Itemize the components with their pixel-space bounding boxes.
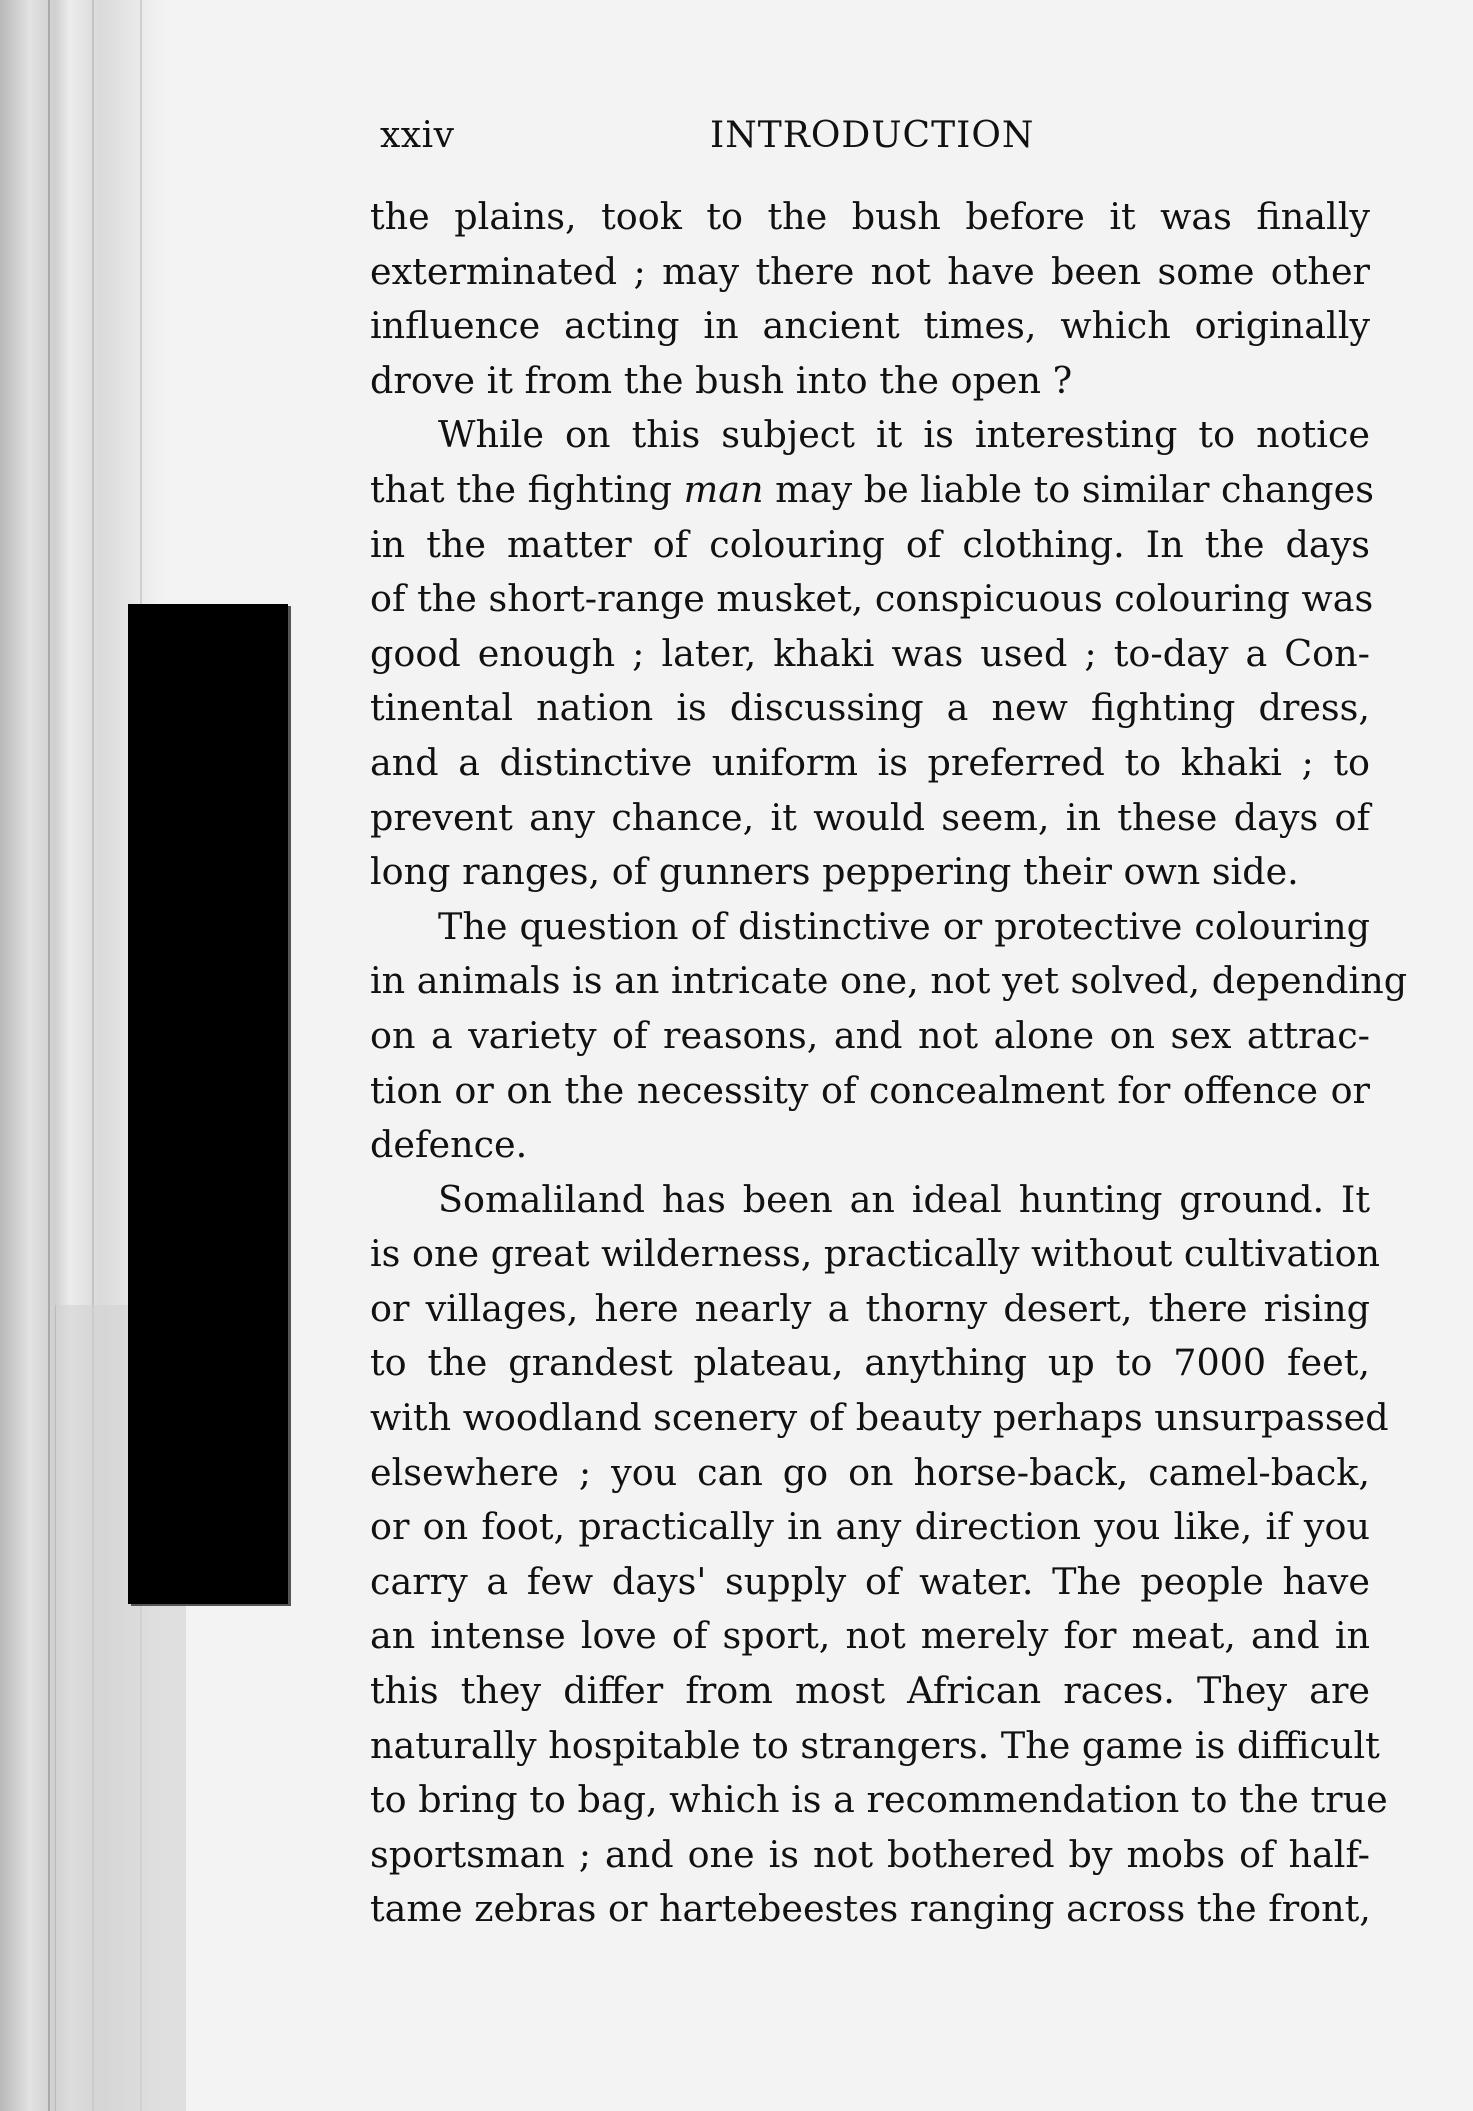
text-line: defence. (370, 1123, 528, 1167)
text-line: naturally hospitable to strangers. The game is difficult (370, 1723, 1380, 1767)
text-line: this they differ from most African races. They are (370, 1669, 1370, 1713)
text-line: on a variety of reasons, and not alone on sex attrac- (370, 1013, 1370, 1057)
text-line: Somaliland has been an ideal hunting ground. It (438, 1177, 1370, 1221)
text-line: elsewhere ; you can go on horse-back, camel-back, (370, 1450, 1370, 1494)
text-line: sportsman ; and one is not bothered by mobs of half- (370, 1832, 1370, 1876)
text-line: The question of distinctive or protective colouring (438, 904, 1370, 948)
text-line: tinental nation is discussing a new fighting dress, (370, 686, 1370, 730)
text-line: influence acting in ancient times, which originally (370, 304, 1370, 348)
text-line: tame zebras or hartebeestes ranging across the front, (370, 1887, 1371, 1931)
body-text (370, 190, 1408, 1937)
text-line: to the grandest plateau, anything up to 7000 feet, (370, 1341, 1370, 1385)
text-line: to bring to bag, which is a recommendation to the true (370, 1778, 1388, 1822)
text-line: is one great wilderness, practically without cultivation (370, 1232, 1381, 1276)
italic-word: man (683, 467, 764, 511)
text-line: or villages, here nearly a thorny desert, there rising (370, 1286, 1370, 1330)
page-number: xxiv (380, 115, 455, 156)
text-line: with woodland scenery of beauty perhaps unsurpassed (370, 1396, 1389, 1440)
text-span: may be liable to similar changes (763, 467, 1374, 511)
text-line: carry a few days' supply of water. The people have (370, 1559, 1370, 1603)
running-head (380, 115, 1365, 175)
text-line: in animals is an intricate one, not yet solved, depending (370, 959, 1408, 1003)
text-line: or on foot, practically in any direction you like, if you (370, 1505, 1370, 1549)
text-line: of the short-range musket, conspicuous colouring was (370, 577, 1374, 621)
page-title: INTRODUCTION (710, 115, 1035, 156)
page-edge (48, 0, 50, 2111)
text-line: long ranges, of gunners peppering their own side. (370, 850, 1299, 894)
text-line: While on this subject it is interesting to notice (438, 413, 1370, 457)
black-tab-marker (128, 604, 288, 1604)
text-line: an intense love of sport, not merely for meat, and in (370, 1614, 1370, 1658)
text-line: prevent any chance, it would seem, in these days of (370, 795, 1370, 839)
text-line: and a distinctive uniform is preferred to khaki ; to (370, 740, 1370, 784)
text-line: exterminated ; may there not have been some other (370, 249, 1370, 293)
text-line (370, 463, 1374, 518)
text-line: good enough ; later, khaki was used ; to-day a Con- (370, 631, 1370, 675)
text-line: the plains, took to the bush before it was finally (370, 195, 1370, 238)
text-line: in the matter of colouring of clothing. In the days (370, 522, 1370, 566)
text-span: that the fighting (370, 467, 684, 511)
text-line: drove it from the bush into the open ? (370, 358, 1073, 402)
text-line: tion or on the necessity of concealment for offence or (370, 1068, 1370, 1112)
